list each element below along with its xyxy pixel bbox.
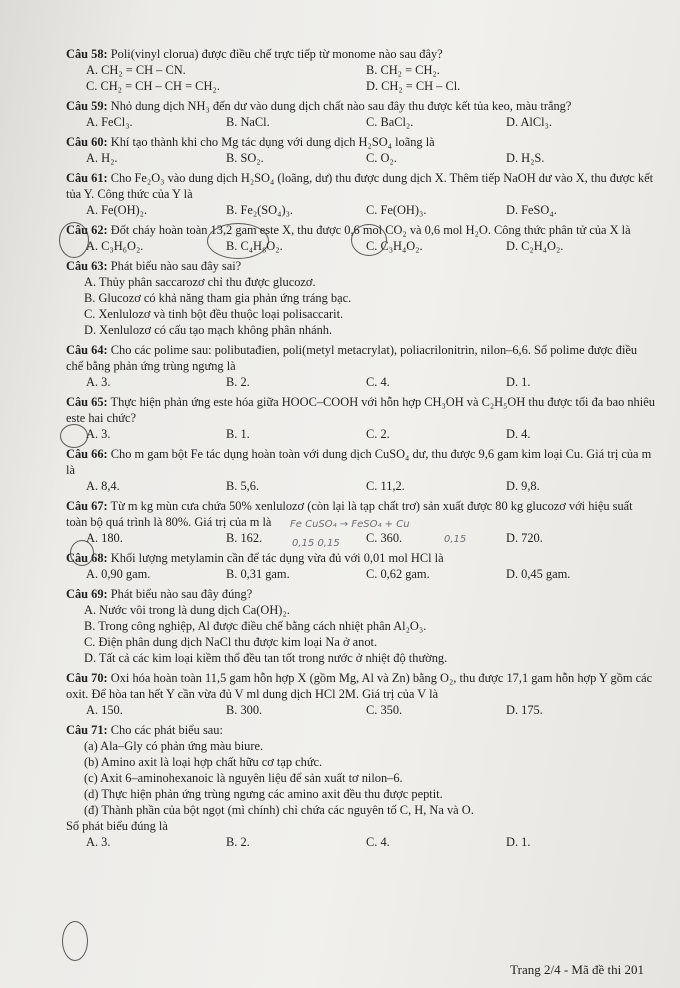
option-a[interactable]: A. FeCl₃. xyxy=(86,115,133,129)
answer-options xyxy=(66,150,656,166)
statement-item: A. Nước vôi trong là dung dịch Ca(OH)₂. xyxy=(84,603,290,617)
option-c[interactable]: C. 11,2. xyxy=(366,479,405,493)
option-d[interactable]: D. AlCl₃. xyxy=(506,115,552,129)
option-c[interactable]: C. 360. xyxy=(366,531,403,545)
option-b[interactable]: B. SO₂. xyxy=(226,151,264,165)
question-q69 xyxy=(66,586,656,666)
question-q68 xyxy=(66,550,656,582)
question-number: Câu 70: xyxy=(66,671,108,685)
option-c[interactable]: C. 4. xyxy=(366,835,390,849)
option-c[interactable]: C. CH₂ = CH – CH = CH₂. xyxy=(86,79,220,93)
question-text: Nhỏ dung dịch NH₃ đến dư vào dung dịch chất nào sau đây thu được kết tủa keo, màu trắng? xyxy=(110,99,572,113)
statement-item: (c) Axit 6–aminohexanoic là nguyên liệu để sản xuất tơ nilon–6. xyxy=(84,771,403,785)
question-stem xyxy=(66,46,656,62)
option-b[interactable]: B. C₄H₈O₂. xyxy=(226,239,283,253)
option-d[interactable]: D. H₂S. xyxy=(506,151,545,165)
option-a[interactable]: A. Fe(OH)₂. xyxy=(86,203,148,217)
option-d[interactable]: D. 0,45 gam. xyxy=(506,567,571,581)
statement-list xyxy=(66,274,656,338)
question-q61 xyxy=(66,170,656,218)
answer-circle-q71 xyxy=(62,921,88,961)
answer-circle-q64 xyxy=(60,424,88,448)
option-b[interactable]: B. 162. xyxy=(226,531,263,545)
option-b[interactable]: B. 0,31 gam. xyxy=(226,567,290,581)
question-stem xyxy=(66,134,656,150)
question-number: Câu 62: xyxy=(66,223,108,237)
option-b[interactable]: B. CH₂ = CH₂. xyxy=(366,63,440,77)
option-a[interactable]: A. 150. xyxy=(86,703,123,717)
statement-item: B. Trong công nghiệp, Al được điều chế bằng cách nhiệt phân Al₂O₃. xyxy=(84,619,427,633)
answer-circle-q61c xyxy=(351,224,387,256)
option-c[interactable]: C. 4. xyxy=(366,375,390,389)
question-number: Câu 65: xyxy=(66,395,108,409)
answer-options xyxy=(66,202,656,218)
answer-circle-q66 xyxy=(70,540,94,566)
option-d[interactable]: D. FeSO₄. xyxy=(506,203,557,217)
question-q63 xyxy=(66,258,656,338)
option-a[interactable]: A. 3. xyxy=(86,427,111,441)
option-d[interactable]: D. 175. xyxy=(506,703,543,717)
option-d[interactable]: D. CH₂ = CH – Cl. xyxy=(366,79,461,93)
question-number: Câu 67: xyxy=(66,499,108,513)
question-stem xyxy=(66,722,656,738)
question-number: Câu 58: xyxy=(66,47,108,61)
option-d[interactable]: D. 1. xyxy=(506,835,531,849)
option-a[interactable]: A. 180. xyxy=(86,531,123,545)
question-stem xyxy=(66,342,656,374)
option-a[interactable]: A. C₃H₆O₂. xyxy=(86,239,144,253)
question-q59 xyxy=(66,98,656,130)
option-a[interactable]: A. H₂. xyxy=(86,151,118,165)
statement-item: C. Điện phân dung dịch NaCl thu được kim loại Na ở anot. xyxy=(84,635,378,649)
question-text: Khối lượng metylamin cần để tác dụng vừa đủ với 0,01 mol HCl là xyxy=(110,551,444,565)
question-number: Câu 61: xyxy=(66,171,108,185)
question-tail: Số phát biểu đúng là xyxy=(66,819,168,833)
question-text: Từ m kg mùn cưa chứa 50% xenlulozơ (còn lại là tạp chất trơ) sản xuất được 80 kg glucozơ với hiệu suất toàn bộ quá trình là 80%. Giá trị của m là xyxy=(66,499,633,529)
answer-options xyxy=(66,478,656,494)
option-d[interactable]: D. C₂H₄O₂. xyxy=(506,239,564,253)
option-c[interactable]: C. 2. xyxy=(366,427,390,441)
answer-options xyxy=(66,114,656,130)
handwritten-equation: Fe CuSO₄ → FeSO₄ + Cu xyxy=(290,519,410,530)
option-a[interactable]: A. 0,90 gam. xyxy=(86,567,151,581)
option-a[interactable]: A. 3. xyxy=(86,835,111,849)
question-number: Câu 64: xyxy=(66,343,108,357)
question-text: Thực hiện phản ứng este hóa giữa HOOC–COOH với hỗn hợp CH₃OH và C₂H₅OH thu được tối đa bao nhiêu este hai chức? xyxy=(66,395,655,425)
question-text: Cho Fe₂O₃ vào dung dịch H₂SO₄ (loãng, dư) thu được dung dịch X. Thêm tiếp NaOH dư vào X, thu được kết tủa Y. Công thức của Y là xyxy=(66,171,654,201)
question-text: Oxi hóa hoàn toàn 11,5 gam hỗn hợp X (gồm Mg, Al và Zn) bằng O₂, thu được 17,1 gam hỗn hợp Y gồm các oxit. Để hòa tan hết Y cần vừa đủ V ml dung dịch HCl 2M. Giá trị của V là xyxy=(66,671,653,701)
answer-options xyxy=(66,62,656,94)
option-c[interactable]: C. O₂. xyxy=(366,151,397,165)
statement-item: B. Glucozơ có khả năng tham gia phản ứng tráng bạc. xyxy=(84,291,352,305)
question-text: Cho m gam bột Fe tác dụng hoàn toàn với dung dịch CuSO₄ dư, thu được 9,6 gam kim loại Cu. Giá trị của m là xyxy=(66,447,652,477)
questions-container xyxy=(66,46,656,854)
question-q70 xyxy=(66,670,656,718)
question-text: Cho các phát biểu sau: xyxy=(110,723,223,737)
question-text: Phát biểu nào sau đây đúng? xyxy=(110,587,253,601)
question-stem xyxy=(66,586,656,602)
question-text: Khí tạo thành khi cho Mg tác dụng với dung dịch H₂SO₄ loãng là xyxy=(110,135,435,149)
question-stem xyxy=(66,394,656,426)
statement-item: D. Xenlulozơ có cấu tạo mạch không phân nhánh. xyxy=(84,323,333,337)
option-b[interactable]: B. Fe₂(SO₄)₃. xyxy=(226,203,293,217)
answer-options xyxy=(66,702,656,718)
option-c[interactable]: C. 350. xyxy=(366,703,403,717)
option-c[interactable]: C. 0,62 gam. xyxy=(366,567,430,581)
option-b[interactable]: B. 2. xyxy=(226,835,250,849)
statement-item: D. Tất cả các kim loại kiềm thổ đều tan tốt trong nước ở nhiệt độ thường. xyxy=(84,651,448,665)
statement-list xyxy=(66,602,656,666)
statement-item: (đ) Thành phần của bột ngọt (mì chính) chỉ chứa các nguyên tố C, H, Na và O. xyxy=(84,803,474,817)
option-b[interactable]: B. 300. xyxy=(226,703,263,717)
option-d[interactable]: D. 720. xyxy=(506,531,543,545)
handwritten-value: 0,15 xyxy=(444,534,467,545)
option-a[interactable]: A. 8,4. xyxy=(86,479,120,493)
statement-item: C. Xenlulozơ và tinh bột đều thuộc loại polisaccarit. xyxy=(84,307,344,321)
statement-item: A. Thủy phân saccarozơ chỉ thu được glucozơ. xyxy=(84,275,316,289)
page-footer: Trang 2/4 - Mã đề thi 201 xyxy=(510,962,644,977)
question-number: Câu 69: xyxy=(66,587,108,601)
question-q71 xyxy=(66,722,656,850)
statement-list xyxy=(66,738,656,818)
option-b[interactable]: B. 2. xyxy=(226,375,250,389)
question-number: Câu 63: xyxy=(66,259,108,273)
question-number: Câu 68: xyxy=(66,551,108,565)
option-b[interactable]: B. 1. xyxy=(226,427,250,441)
question-number: Câu 60: xyxy=(66,135,108,149)
answer-options xyxy=(66,426,656,442)
question-text: Poli(vinyl clorua) được điều chế trực tiếp từ monome nào sau đây? xyxy=(110,47,443,61)
option-a[interactable]: A. CH₂ = CH – CN. xyxy=(86,63,186,77)
option-c[interactable]: C. BaCl₂. xyxy=(366,115,414,129)
question-text: Phát biểu nào sau đây sai? xyxy=(110,259,242,273)
option-d[interactable]: D. 4. xyxy=(506,427,531,441)
question-stem xyxy=(66,258,656,274)
statement-item: (a) Ala–Gly có phản ứng màu biure. xyxy=(84,739,264,753)
statement-item: (d) Thực hiện phản ứng trùng ngưng các amino axit đều thu được peptit. xyxy=(84,787,443,801)
option-d[interactable]: D. 9,8. xyxy=(506,479,540,493)
handwritten-numbers: 0,15 0,15 xyxy=(292,538,340,549)
option-d[interactable]: D. 1. xyxy=(506,375,531,389)
answer-options xyxy=(66,566,656,582)
answer-options xyxy=(66,530,656,546)
question-stem xyxy=(66,446,656,478)
option-c[interactable]: C. C₃H₄O₂. xyxy=(366,239,423,253)
answer-circle-q61b xyxy=(207,223,269,259)
answer-options xyxy=(66,834,656,850)
question-text: Cho các polime sau: polibutađien, poli(metyl metacrylat), poliacrilonitrin, nilon–6,6. Số polime được điều chế bằng phản ứng trùng ngưng là xyxy=(66,343,638,373)
question-text: Đốt cháy hoàn toàn 13,2 gam este X, thu được 0,6 mol CO₂ và 0,6 mol H₂O. Công thức phân tử của X là xyxy=(110,223,631,237)
question-stem xyxy=(66,550,656,566)
question-q60 xyxy=(66,134,656,166)
question-number: Câu 66: xyxy=(66,447,108,461)
option-b[interactable]: B. NaCl. xyxy=(226,115,270,129)
question-q65 xyxy=(66,394,656,442)
statement-item: (b) Amino axit là loại hợp chất hữu cơ tạp chức. xyxy=(84,755,323,769)
answer-options xyxy=(66,374,656,390)
question-stem xyxy=(66,98,656,114)
question-q58 xyxy=(66,46,656,94)
question-number: Câu 71: xyxy=(66,723,108,737)
option-a[interactable]: A. 3. xyxy=(86,375,111,389)
question-stem xyxy=(66,670,656,702)
option-b[interactable]: B. 5,6. xyxy=(226,479,260,493)
question-q66 xyxy=(66,446,656,494)
answer-circle-q61a xyxy=(59,222,89,258)
question-q64 xyxy=(66,342,656,390)
question-stem xyxy=(66,170,656,202)
question-number: Câu 59: xyxy=(66,99,108,113)
option-c[interactable]: C. Fe(OH)₃. xyxy=(366,203,427,217)
